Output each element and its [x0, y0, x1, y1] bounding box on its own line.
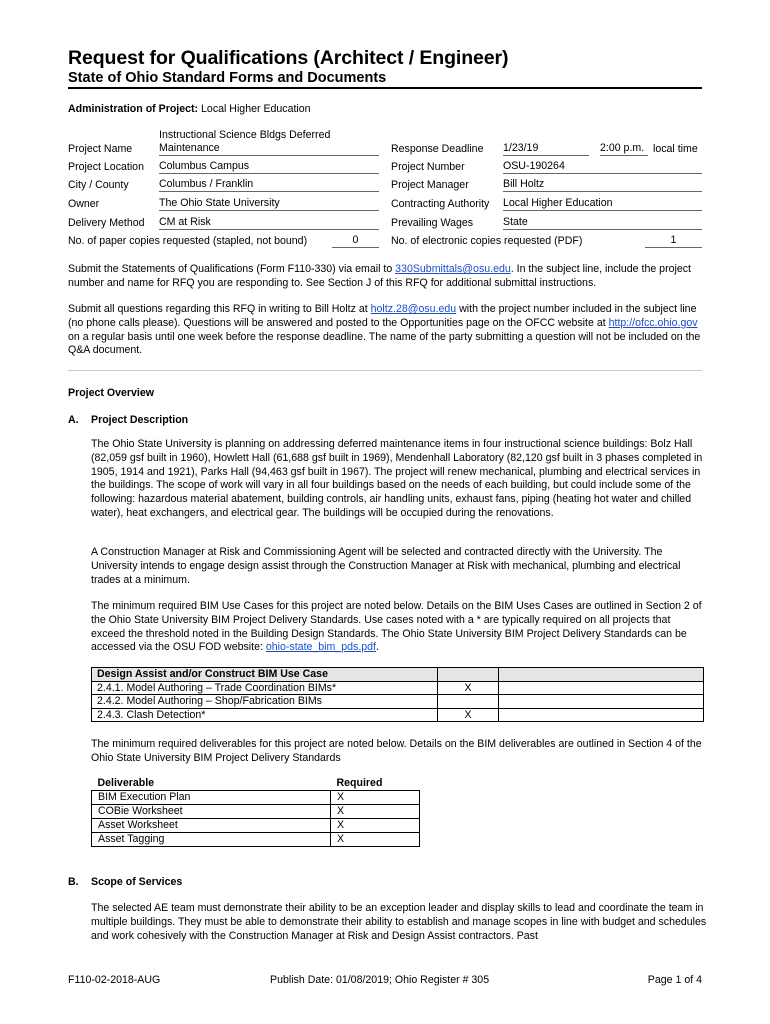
paper-copies-value: 0: [332, 234, 379, 248]
project-location-label: Project Location: [68, 161, 144, 173]
contracting-authority-label: Contracting Authority: [391, 198, 490, 210]
submission-text-b: . In the subject line, include the project number and name for RFQ you are responding to. See Section J of this RFQ for additional submittal instructions.: [68, 263, 691, 289]
delivery-method-label: Delivery Method: [68, 217, 145, 229]
bim-use-case-blank: [499, 708, 704, 722]
bim-use-case-blank: [499, 695, 704, 709]
deliverable-item: Asset Worksheet: [92, 819, 331, 833]
questions-text-b: with the project number included in the subject line (no phone calls please). Questions will be answered and posted to the Opportunities page on the OFCC website at: [68, 303, 697, 329]
deliverables-table: [91, 777, 420, 847]
administration-value: Local Higher Education: [201, 103, 311, 115]
submittals-email-link[interactable]: 330Submittals@osu.edu: [395, 263, 511, 275]
bim-use-cases-period: .: [376, 641, 379, 654]
questions-text-a: Submit all questions regarding this RFQ in writing to Bill Holtz at: [68, 303, 371, 315]
project-manager-value: Bill Holtz: [503, 178, 702, 192]
page-title: Request for Qualifications (Architect / Engineer): [68, 47, 509, 69]
response-deadline-time: 2:00 p.m.: [600, 142, 648, 156]
table-row: [92, 708, 704, 722]
contact-email-link[interactable]: holtz.28@osu.edu: [370, 303, 457, 315]
administration-label: Administration of Project:: [68, 103, 199, 115]
deliverable-item: BIM Execution Plan: [92, 791, 331, 805]
deliverable-column-header: Deliverable: [97, 777, 155, 789]
section-b-title: Scope of Services: [91, 876, 183, 888]
deliverable-required: X: [331, 791, 420, 805]
questions-text-c: on a regular basis until one week before the response deadline. The name of the party submitting a question will not be included on the Q&A document.: [68, 330, 701, 357]
project-description-paragraph-2: A Construction Manager at Risk and Commissioning Agent will be selected and contracted directly with the University. The University intends to engage design assist through the Construction Manager at Risk with mechanical, plumbing and electrical trades at a minimum.: [91, 546, 681, 586]
deliverable-item: COBie Worksheet: [92, 805, 331, 819]
project-number-value: OSU-190264: [503, 160, 702, 174]
deliverable-required: X: [331, 833, 420, 847]
title-divider: [68, 87, 702, 89]
table-row: [92, 681, 704, 695]
bim-use-case-blank: [499, 681, 704, 695]
project-name-label: Project Name: [68, 143, 133, 155]
section-divider: [68, 370, 702, 371]
project-manager-label: Project Manager: [391, 179, 469, 191]
bim-table-header-row: [92, 668, 704, 682]
bim-use-case: 2.4.2. Model Authoring – Shop/Fabrication BIMs: [92, 695, 438, 709]
section-a-title: Project Description: [91, 414, 189, 426]
response-deadline-label: Response Deadline: [391, 143, 484, 155]
bim-use-case-mark: X: [438, 681, 499, 695]
bim-table-header-blank: [499, 668, 704, 682]
table-row: [92, 819, 420, 833]
footer-form-number: F110-02-2018-AUG: [68, 974, 161, 986]
table-row: [92, 695, 704, 709]
section-b-letter: B.: [68, 876, 79, 888]
bim-use-case: 2.4.1. Model Authoring – Trade Coordination BIMs*: [92, 681, 438, 695]
city-county-label: City / County: [68, 179, 129, 191]
bim-use-case-table: [91, 667, 704, 722]
prevailing-wages-value: State: [503, 216, 702, 230]
scope-of-services-paragraph: The selected AE team must demonstrate their ability to be an exception leader and display skills to lead and coordinate the team in multiple buildings. They must be able to demonstrate their ability to establish and manage scopes in line with budget and schedules and work cohesively with the Construction Manager at Risk and Design Assist contractors. Past: [91, 902, 707, 942]
project-name-value-line2: Maintenance: [159, 142, 379, 156]
submission-text-a: Submit the Statements of Qualifications (Form F110-330) via email to: [68, 263, 396, 275]
bim-use-case-mark: [438, 695, 499, 709]
response-deadline-date: 1/23/19: [503, 142, 589, 156]
response-deadline-time-suffix: local time: [653, 143, 698, 155]
table-row: [92, 805, 420, 819]
prevailing-wages-label: Prevailing Wages: [391, 217, 474, 229]
bim-use-case-mark: X: [438, 708, 499, 722]
submission-paragraph: [68, 263, 708, 291]
page-subtitle: State of Ohio Standard Forms and Documents: [68, 70, 387, 86]
contracting-authority-value: Local Higher Education: [503, 197, 702, 211]
project-description-paragraph-3: [91, 600, 707, 655]
project-name-value-line1: Instructional Science Bldgs Deferred: [159, 129, 331, 141]
footer-publish-date: Publish Date: 01/08/2019; Ohio Register # 305: [270, 974, 490, 986]
owner-label: Owner: [68, 198, 100, 210]
delivery-method-value: CM at Risk: [159, 216, 379, 230]
city-county-value: Columbus / Franklin: [159, 178, 379, 192]
required-column-header: Required: [336, 777, 383, 789]
table-row: [92, 791, 420, 805]
bim-pds-pdf-link[interactable]: ohio-state_bim_pds.pdf: [265, 641, 377, 654]
table-row: [92, 833, 420, 847]
project-number-label: Project Number: [391, 161, 465, 173]
bim-use-case: 2.4.3. Clash Detection*: [92, 708, 438, 722]
deliverables-header-row: [92, 777, 420, 791]
project-location-value: Columbus Campus: [159, 160, 379, 174]
deliverable-required: X: [331, 819, 420, 833]
administration-line: [68, 103, 311, 115]
electronic-copies-label: No. of electronic copies requested (PDF): [391, 235, 583, 247]
project-description-paragraph-1: The Ohio State University is planning on addressing deferred maintenance items in four instructional science buildings: Bolz Hall (82,059 gsf built in 1960), Howlett Hall (61,688 gsf built in 1969), Mendenhall Laboratory (82,120 gsf built in 3 phases completed in 1905, 1914 and 1921), Parks Hall (94,463 gsf built in 1967). The project will renew mechanical, plumbing and electrical services in the buildings. The scope of work will vary in all four buildings based on the needs of each building, but could include some of the following: hazardous material abatement, building controls, air handling units, exhaust fans, piping (heating hot water and chilled water), heat exchangers, and electrical gear. The buildings will be occupied during the renovations.: [91, 438, 703, 519]
electronic-copies-value: 1: [645, 234, 702, 248]
questions-paragraph: [68, 303, 708, 358]
footer-page-number: Page 1 of 4: [647, 974, 702, 986]
deliverable-required: X: [331, 805, 420, 819]
bim-table-header: Design Assist and/or Construct BIM Use Case: [92, 668, 438, 682]
bim-use-cases-text: The minimum required BIM Use Cases for this project are noted below. Details on the BIM Uses Cases are outlined in Section 2 of the Ohio State University BIM Project Delivery Standards. Use cases noted with a * are typically required on all projects that exceed the threshold noted in the Building Design Standards. The Ohio State University BIM Project Delivery Standards can be accessed via the OSU FOD website:: [91, 600, 702, 654]
bim-table-header-blank: [438, 668, 499, 682]
section-a-letter: A.: [68, 414, 79, 426]
ofcc-website-link[interactable]: http://ofcc.ohio.gov: [608, 316, 698, 329]
deliverable-item: Asset Tagging: [92, 833, 331, 847]
paper-copies-label: No. of paper copies requested (stapled, not bound): [68, 235, 308, 247]
deliverables-paragraph: The minimum required deliverables for this project are noted below. Details on the BIM deliverables are outlined in Section 4 of the Ohio State University BIM Project Delivery Standards: [91, 738, 702, 764]
owner-value: The Ohio State University: [159, 197, 379, 211]
project-overview-heading: Project Overview: [68, 387, 154, 399]
